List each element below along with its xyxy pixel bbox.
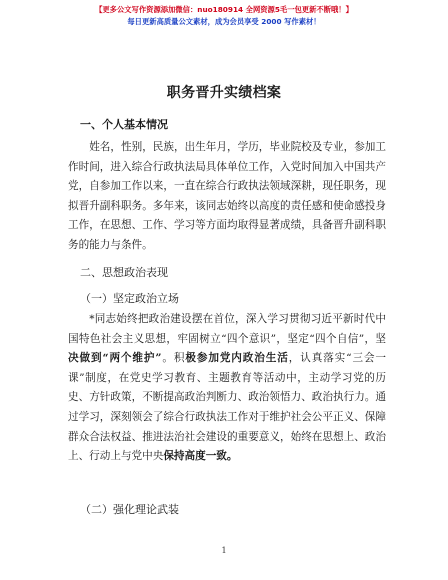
paragraph-text-2: 。积 xyxy=(161,352,186,365)
emphasis-two-safeguards: 决做到“两个维护” xyxy=(68,352,162,365)
emphasis-high-consistency: 保持高度一致。 xyxy=(163,450,238,463)
subsection-heading-theory: （二）强化理论武装 xyxy=(80,503,179,516)
promo-banner xyxy=(0,4,448,28)
page-number: 1 xyxy=(221,546,227,555)
section-heading-political: 二、思想政治表现 xyxy=(80,266,168,279)
section-heading-basic-info: 一、个人基本情况 xyxy=(80,118,168,131)
promo-banner-line-1: 【更多公文写作资源添加微信：nuo180914 全网资源5毛一包更新不断哦！】 xyxy=(95,5,353,14)
paragraph-text-3: ，认真落实“三会一课”制度，在党史学习教育、主题教育等活动中，主动学习党的历史、方针政策，不断提高政治判断力、政治领悟力、政治执行力。通过学习，深刻领会了综合行政执法工作对于维护社会公平正义、保障群众合法权益、推进法治社会建设的重要意义，始终在思想上、政治上、行动上与党中央 xyxy=(68,352,387,463)
paragraph-basic-info: 姓名，性别，民族，出生年月，学历，毕业院校及专业，参加工作时间，进入综合行政执法局具体单位工作，入党时间加入中国共产党，自参加工作以来，一直在综合行政执法领域深耕，现任职务，现拟晋升副科职务。多年来，该同志始终以高度的责任感和使命感投身工作，在思想、工作、学习等方面均取得显著成绩，具备晋升副科职务的能力与条件。 xyxy=(68,141,386,251)
promo-banner-line-2: 每日更新高质量公文素材，成为会员享受 2000 写作素材！ xyxy=(127,17,321,26)
paragraph-political-stance xyxy=(68,310,386,467)
document-title: 职务晋升实绩档案 xyxy=(166,85,282,101)
subsection-heading-political-stance: （一）坚定政治立场 xyxy=(80,292,179,305)
paragraph-text-1: *同志始终把政治建设摆在首位，深入学习贯彻习近平新时代中国特色社会主义思想，牢固树立“四个意识”，坚定“四个自信”，坚 xyxy=(68,313,386,345)
emphasis-party-life: 极参加党内政治生活 xyxy=(185,352,289,365)
